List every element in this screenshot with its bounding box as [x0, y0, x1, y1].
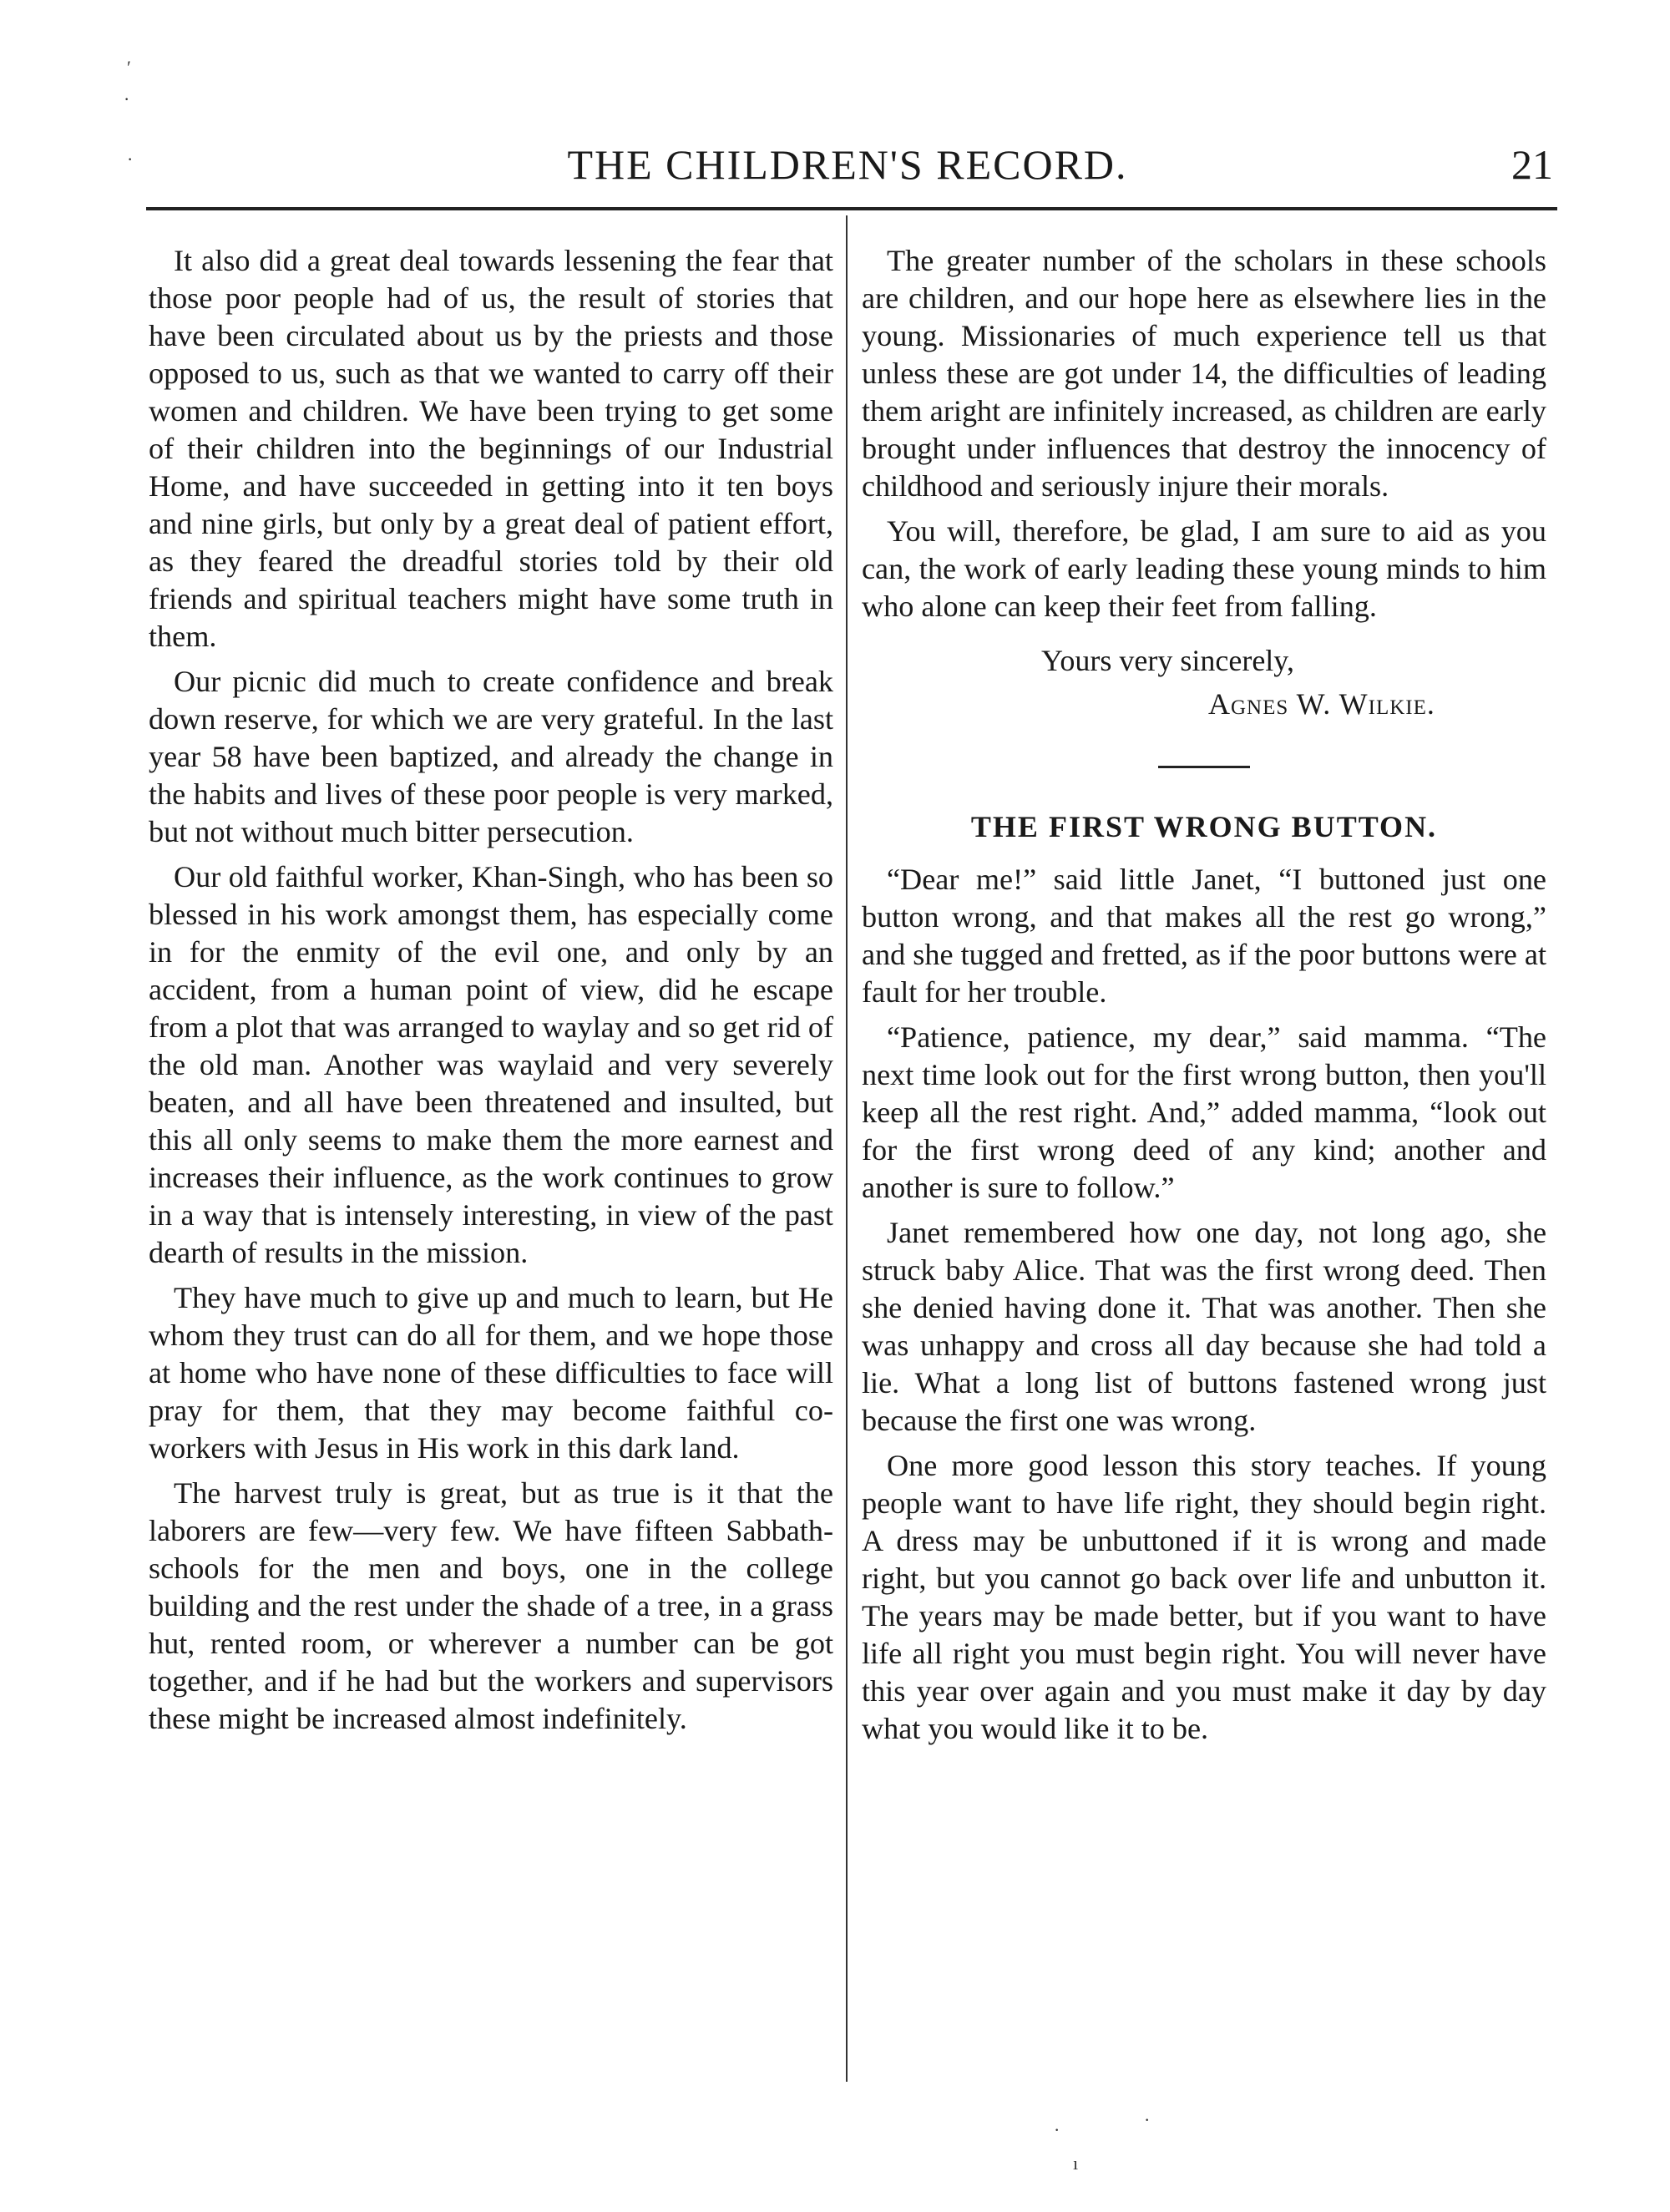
paragraph: They have much to give up and much to learn, but He whom they trust can do all for them, and we hope those at home who have none of these difficulties to face will pray for them, that they may become faithful co-workers with Jesus in His work in this dark land.: [149, 1281, 833, 1465]
paragraph: Janet remembered how one day, not long ago, she struck baby Alice. That was the first wrong deed. Then she denied having done it. That was another. Then she was unhappy and cross all day because she had told a lie. What a long list of buttons fastened wrong just because the first one was wrong.: [862, 1216, 1546, 1437]
paragraph: The harvest truly is great, but as true is it that the laborers are few—very few. We have fifteen Sabbath-schools for the men and boys, one in the college building and the rest under the shade of a tree, in a grass hut, rented room, or wherever a number can be got together, and if he had but the workers and supervisors these might be increased almost indefinitely.: [149, 1476, 833, 1735]
paragraph: One more good lesson this story teaches. If young people want to have life right, they should begin right. A dress may be unbuttoned if it is wrong and made right, but you cannot go back over life and unbutton it. The years may be made better, but if you want to have life all right you must begin right. You will never have this year over again and you must make it day by day what you would like it to be.: [862, 1449, 1546, 1745]
ink-speck: ′: [127, 57, 131, 78]
letter-signoff: [862, 639, 1546, 726]
paragraph: It also did a great deal towards lessening the fear that those poor people had of us, the result of stories that have been circulated about us by the priests and those opposed to us, such as that we wanted to carry off their women and children. We have been trying to get some of their children into the beginnings of our Industrial Home, and have succeeded in getting into it ten boys and nine girls, but only by a great deal of patient effort, as they feared the dreadful stories told by their old friends and spiritual teachers might have some truth in them.: [149, 244, 833, 653]
letter-closing: Yours very sincerely,: [1041, 644, 1294, 677]
paragraph: Our old faithful worker, Khan-Singh, who has been so blessed in his work amongst them, has especially come in for the enmity of the evil one, and only by an accident, from a human point of view, did he escape from a plot that was arranged to waylay and so get rid of the old man. Another was waylaid and very severely beaten, and all have been threatened and insulted, but this all only seems to make them the more earnest and increases their influence, as the work continues to grow in a way that is intensely interesting, in view of the past dearth of results in the mission.: [149, 860, 833, 1269]
left-column: [149, 242, 833, 1745]
ink-speck: ·: [1144, 2109, 1151, 2130]
article-title: THE FIRST WRONG BUTTON.: [970, 810, 1438, 843]
paragraph: “Patience, patience, my dear,” said mamma. “The next time look out for the first wrong button, then you'll keep all the rest right. And,” added mamma, “look out for the first wrong deed of any kind; another and another is sure to follow.”: [862, 1020, 1546, 1204]
paragraph: You will, therefore, be glad, I am sure to aid as you can, the work of early leading these young minds to him who alone can keep their feet from falling.: [862, 514, 1546, 623]
letter-signature: Agnes W. Wilkie.: [1208, 687, 1435, 721]
ink-speck: ·: [127, 149, 134, 170]
section-divider: [1158, 766, 1250, 768]
article: [862, 808, 1546, 1748]
page-number: 21: [1511, 141, 1553, 188]
header-rule: [146, 207, 1557, 210]
paragraph: Our picnic did much to create confidence and break down reserve, for which we are very grateful. In the last year 58 have been baptized, and already the change in the habits and lives of these poor people is very marked, but not without much bitter persecution.: [149, 665, 833, 848]
paragraph: The greater number of the scholars in these schools are children, and our hope here as elsewhere lies in the young. Missionaries of much experience tell us that unless these are got under 14, the difficulties of leading them aright are infinitely increased, as children are early brought under influences that destroy the innocency of childhood and seriously injure their morals.: [862, 244, 1546, 503]
page-header: [142, 140, 1553, 207]
right-column: [862, 242, 1546, 1755]
running-title: THE CHILDREN'S RECORD.: [567, 141, 1128, 188]
ink-speck: ı: [1073, 2153, 1079, 2174]
ink-speck: ·: [124, 89, 130, 109]
column-divider: [846, 215, 848, 2082]
ink-speck: ·: [1054, 2119, 1060, 2140]
paragraph: “Dear me!” said little Janet, “I buttoned just one button wrong, and that makes all the rest go wrong,” and she tugged and fretted, as if the poor buttons were at fault for her trouble.: [862, 863, 1546, 1009]
